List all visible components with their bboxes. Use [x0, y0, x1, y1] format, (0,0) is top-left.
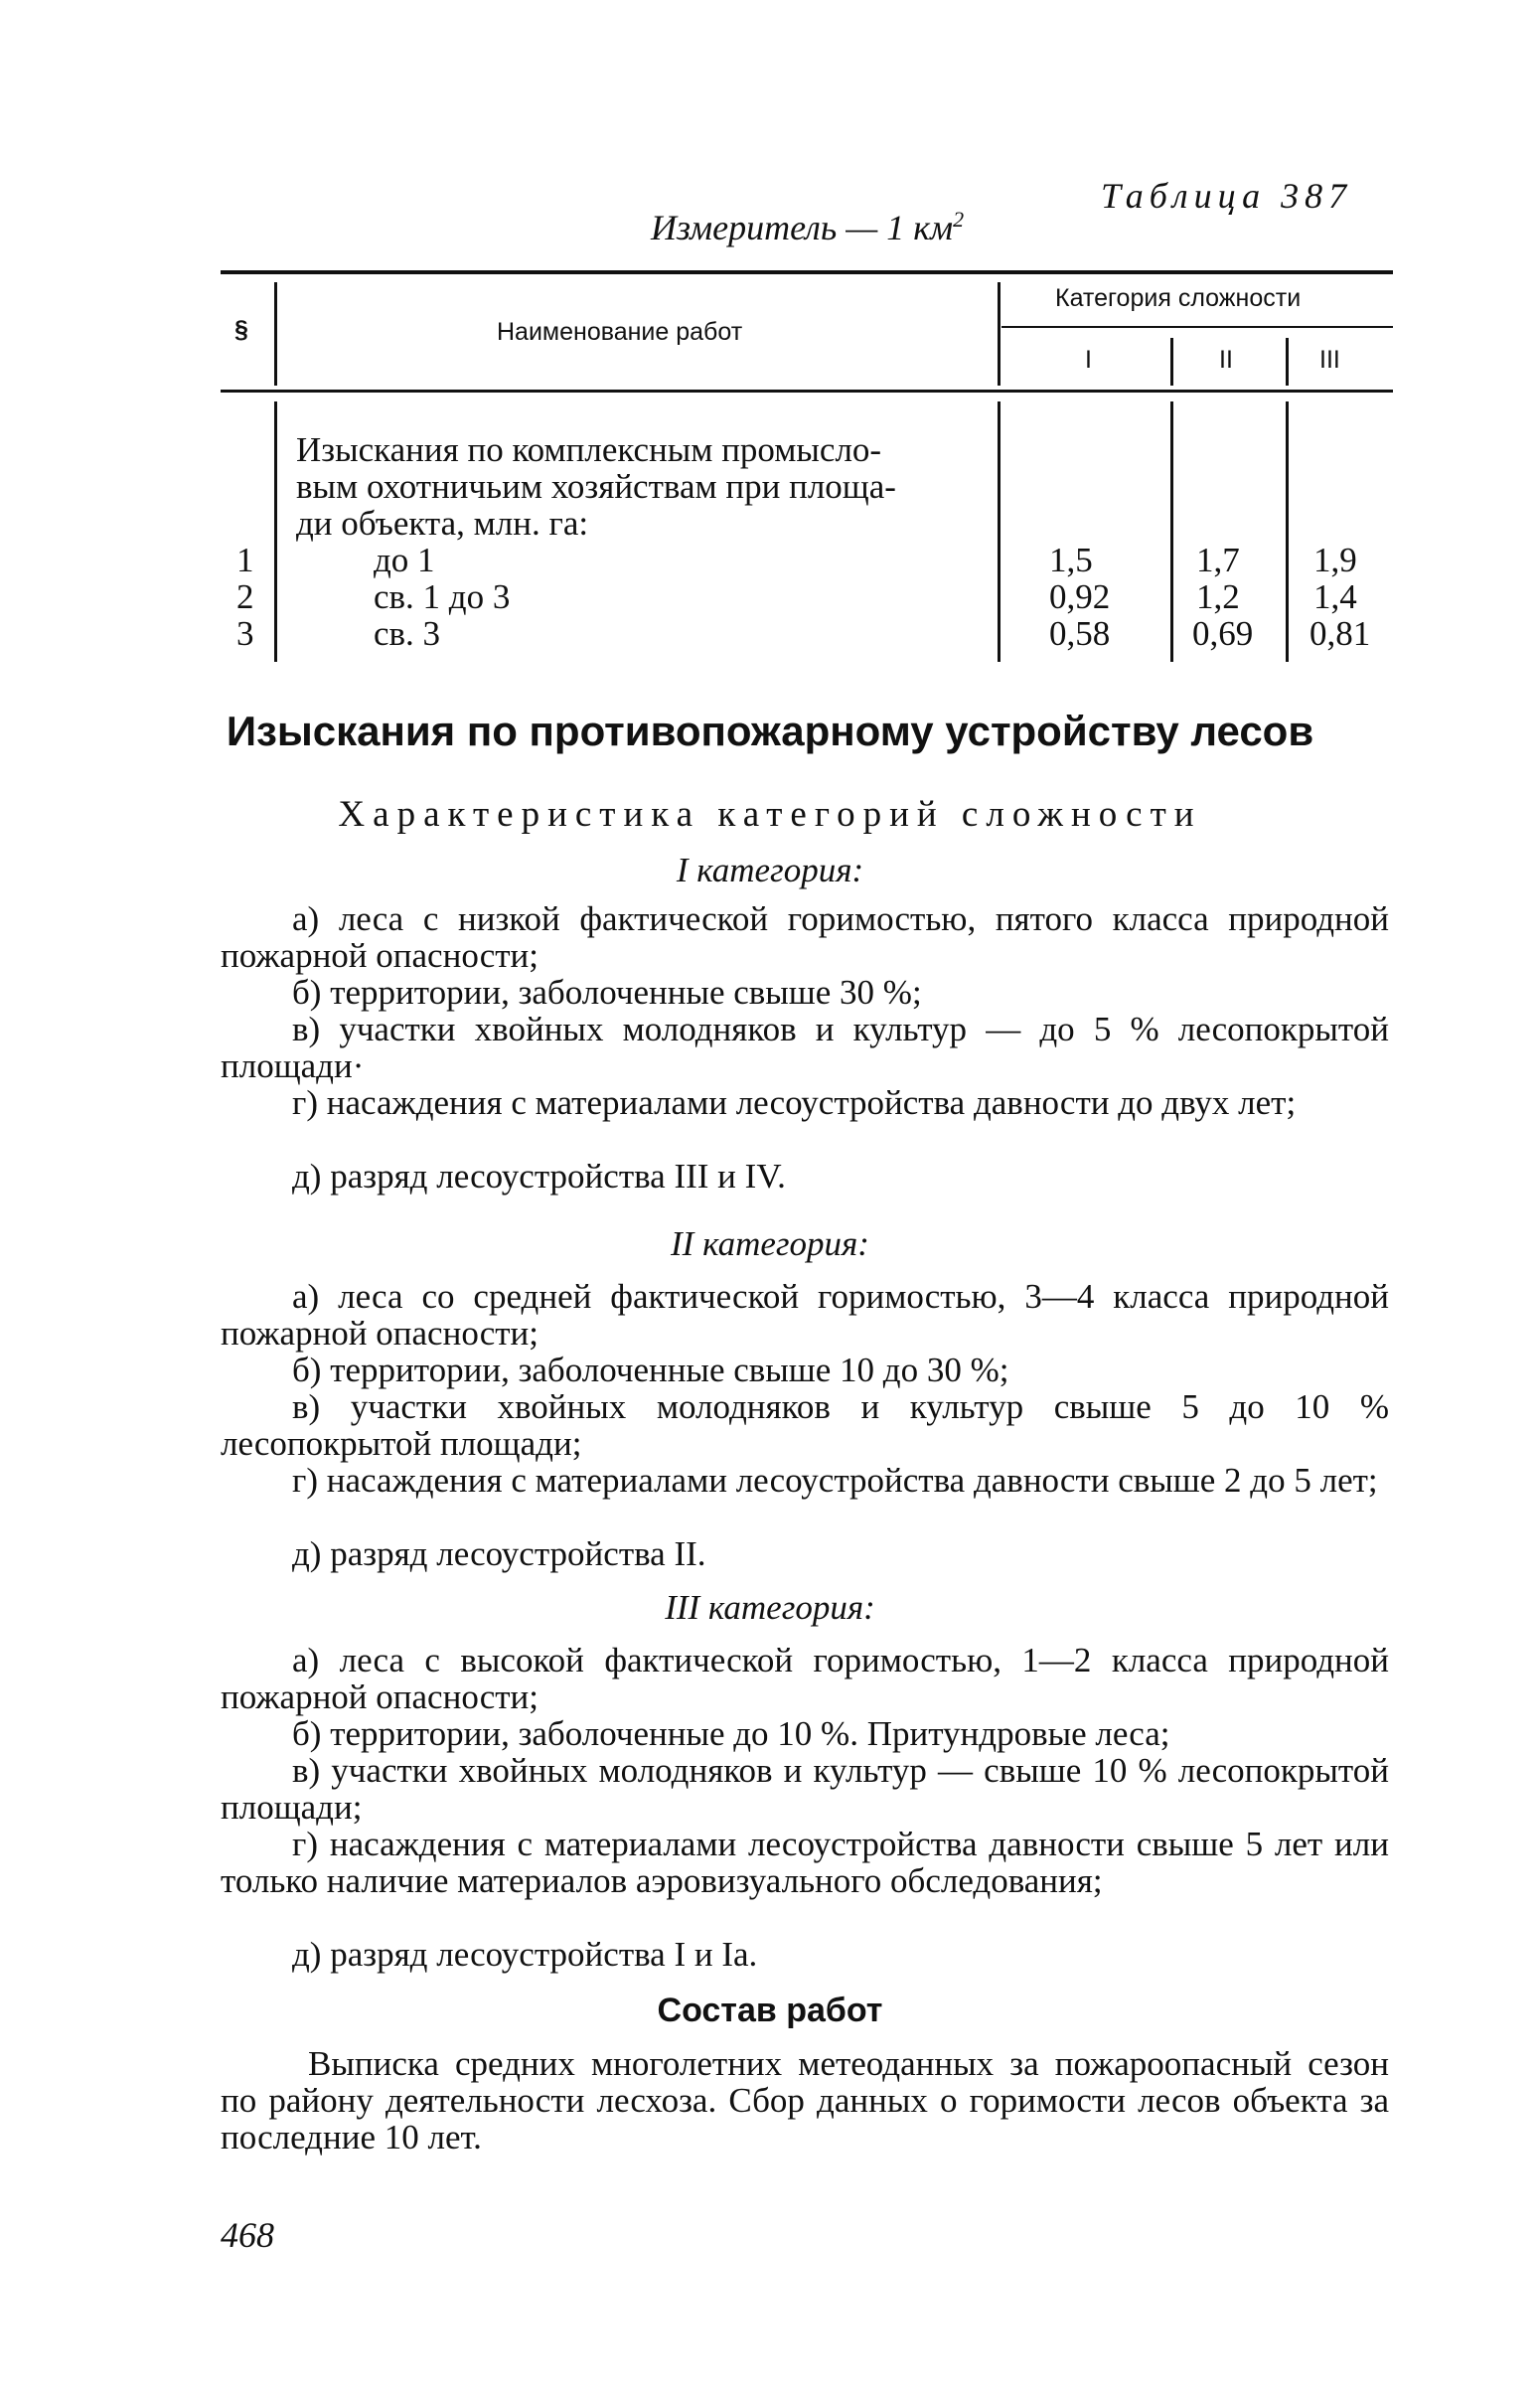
section-subheading: Характеристика категорий сложности	[338, 794, 1202, 835]
table-intro-line-2: вым охотничьим хозяйствам при площа-	[296, 467, 896, 506]
category-2-label: II категория:	[671, 1224, 869, 1263]
col-name-header: Наименование работ	[497, 318, 743, 346]
body-divider-1	[274, 401, 277, 662]
category-1-item-d: г) насаждения с материалами лесоустройства давности до двух лет;	[292, 1083, 1297, 1122]
category-1-item-b: б) территории, заболоченные свыше 30 %;	[292, 973, 922, 1012]
category-2-item-c: в) участки хвойных молодняков и культур свыше 5 до 10 % лесопокрытой площади;	[221, 1387, 1389, 1463]
row-2-number: 2	[236, 577, 254, 616]
col-cat-2-header: II	[1219, 346, 1233, 374]
row-1-cat-3: 1,9	[1313, 541, 1357, 579]
row-3-name: св. 3	[374, 614, 441, 653]
table-top-rule	[221, 270, 1393, 274]
works-text: Выписка средних многолетних метеоданных за пожароопасный сезон по району деятельности лесхоза. Сбор данных о горимости лесов объекта за последние 10 лет.	[221, 2044, 1389, 2156]
row-2-cat-1: 0,92	[1049, 577, 1111, 616]
category-3-item-d: г) насаждения с материалами лесоустройства давности свыше 5 лет или только наличие материалов аэровизуального обследования;	[221, 1825, 1389, 1900]
category-3-item-e: д) разряд лесоустройства I и Ia.	[292, 1935, 758, 1974]
header-divider-4	[1286, 338, 1289, 386]
row-2-name: св. 1 до 3	[374, 577, 511, 616]
body-divider-3	[1170, 401, 1173, 662]
header-divider-1	[274, 282, 277, 386]
row-2-cat-2: 1,2	[1196, 577, 1240, 616]
row-3-cat-3: 0,81	[1309, 614, 1371, 653]
row-3-cat-1: 0,58	[1049, 614, 1111, 653]
category-3-label: III категория:	[665, 1588, 875, 1627]
unit-label: Измеритель — 1 $км^2$	[651, 207, 965, 247]
table-intro-line-1: Изыскания по комплексным промысло-	[296, 430, 882, 469]
header-divider-2	[998, 282, 1001, 386]
row-2-cat-3: 1,4	[1313, 577, 1357, 616]
col-category-header: Категория сложности	[1055, 284, 1302, 312]
body-divider-2	[998, 401, 1001, 662]
category-3-item-a: а) леса с высокой фактической горимостью, 1—2 класса природной пожарной опасности;	[221, 1641, 1389, 1716]
category-1-item-e: д) разряд лесоустройства III и IV.	[292, 1157, 786, 1196]
category-sub-rule	[1001, 326, 1393, 328]
category-3-item-c: в) участки хвойных молодняков и культур — свыше 10 % лесопокрытой площади;	[221, 1751, 1389, 1827]
works-heading: Состав работ	[657, 1992, 883, 2029]
section-heading: Изыскания по противопожарному устройству лесов	[226, 708, 1314, 754]
body-divider-4	[1286, 401, 1289, 662]
category-3-item-b: б) территории, заболоченные до 10 %. Притундровые леса;	[292, 1714, 1170, 1753]
table-intro-line-3: ди объекта, млн. га:	[296, 504, 589, 543]
category-1-item-c: в) участки хвойных молодняков и культур — до 5 % лесопокрытой площади·	[221, 1010, 1389, 1085]
col-cat-1-header: I	[1085, 346, 1092, 374]
row-1-number: 1	[236, 541, 254, 579]
category-2-item-b: б) территории, заболоченные свыше 10 до 30 %;	[292, 1351, 1009, 1389]
row-1-cat-2: 1,7	[1196, 541, 1240, 579]
header-bottom-rule	[221, 390, 1393, 393]
category-2-item-e: д) разряд лесоустройства II.	[292, 1534, 706, 1573]
page-number: 468	[221, 2215, 274, 2255]
row-1-name: до 1	[374, 541, 435, 579]
table-title: Таблица 387	[1101, 176, 1353, 216]
row-3-cat-2: 0,69	[1192, 614, 1254, 653]
category-1-item-a: а) леса с низкой фактической горимостью, пятого класса природной пожарной опасности;	[221, 899, 1389, 975]
category-2-item-a: а) леса со средней фактической горимостью, 3—4 класса природной пожарной опасности;	[221, 1277, 1389, 1353]
row-3-number: 3	[236, 614, 254, 653]
row-1-cat-1: 1,5	[1049, 541, 1093, 579]
header-divider-3	[1170, 338, 1173, 386]
col-section-header: §	[234, 316, 248, 344]
category-1-label: I категория:	[676, 851, 864, 889]
category-2-item-d: г) насаждения с материалами лесоустройства давности свыше 2 до 5 лет;	[292, 1461, 1378, 1500]
col-cat-3-header: III	[1319, 346, 1340, 374]
